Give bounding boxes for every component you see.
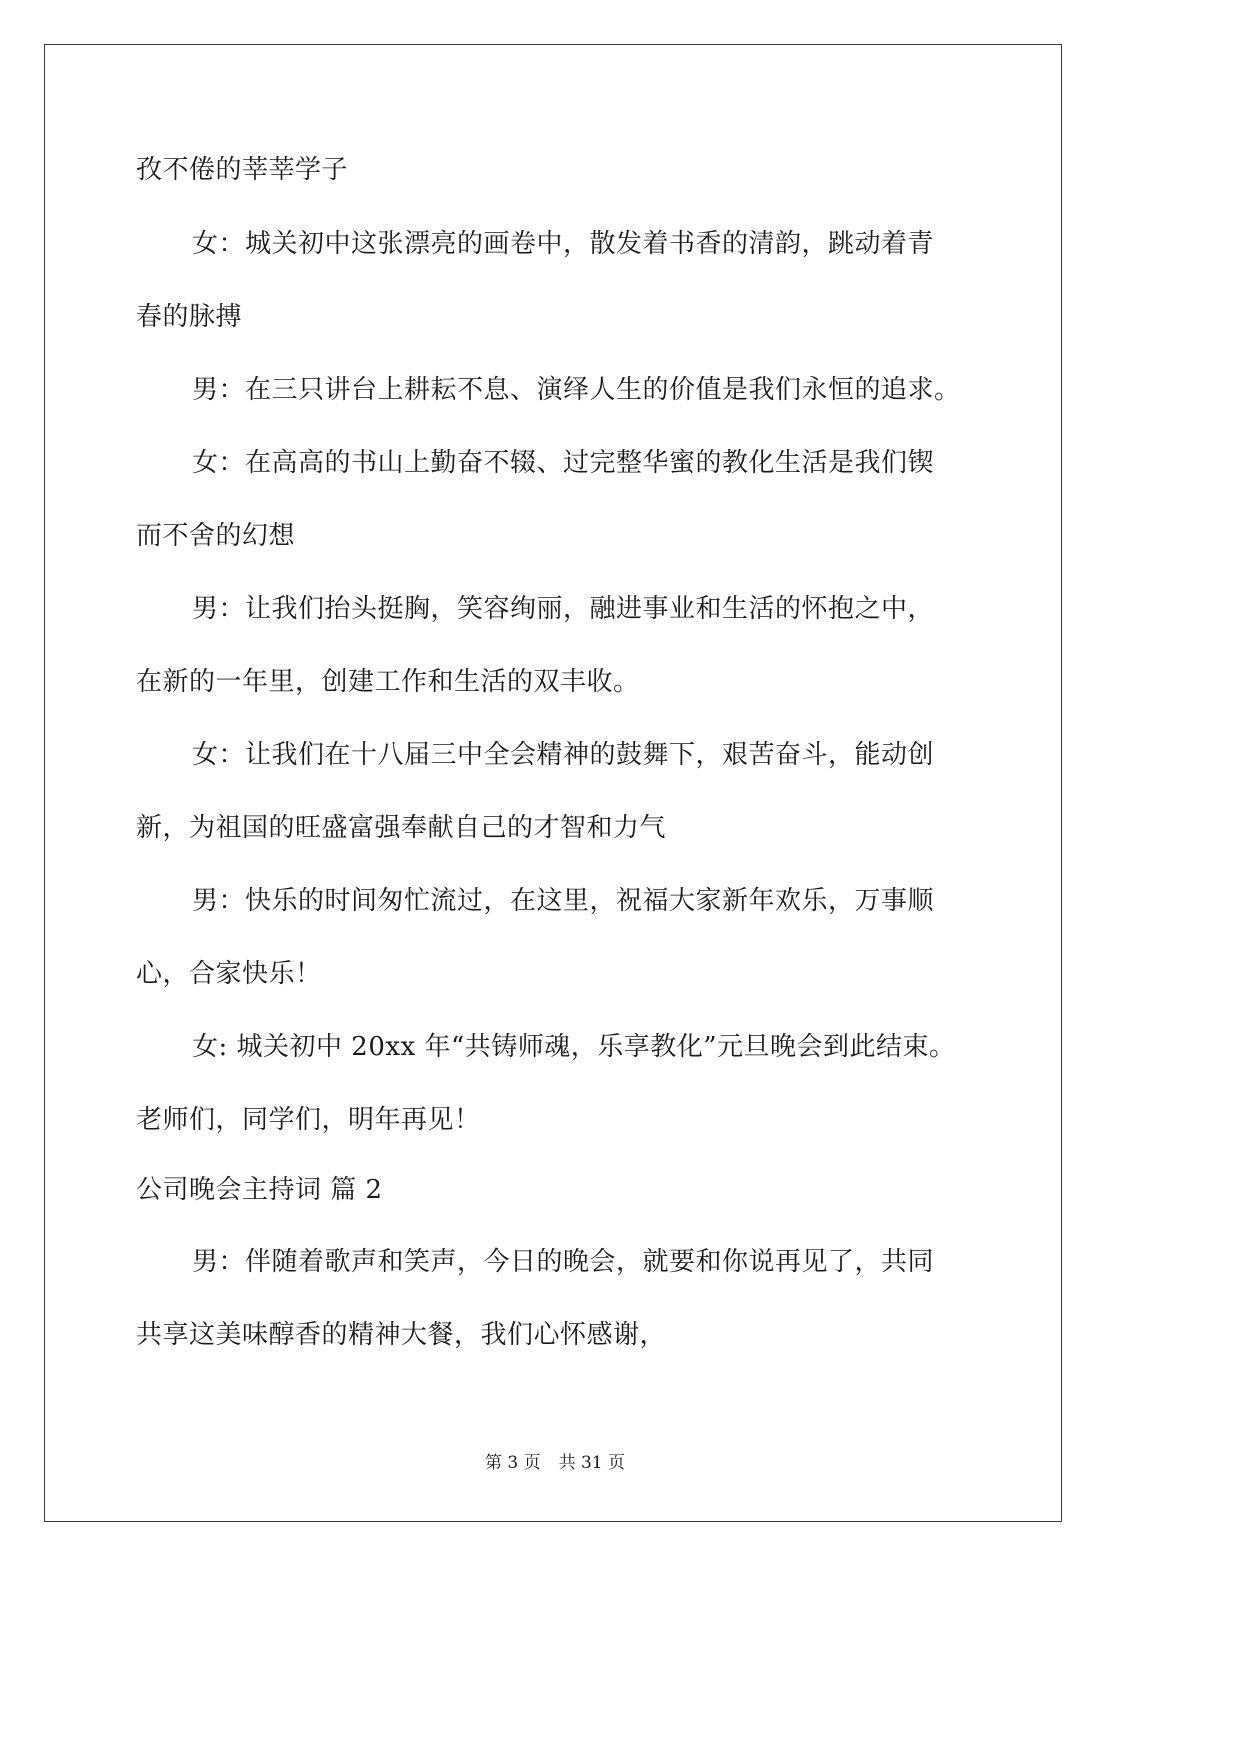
page-footer [0,1452,1110,1474]
page-number: 第 3 页 [484,1453,541,1473]
text-line: 女：城关初中这张漂亮的画卷中，散发着书香的清韵，跳动着青 [192,229,935,259]
page-total: 共 31 页 [558,1453,626,1473]
text-line: 心，合家快乐！ [136,959,322,989]
text-line: 女：让我们在十八届三中全会精神的鼓舞下，艰苦奋斗，能动创 [192,740,935,770]
text-line: 女: 城关初中 20xx 年“共铸师魂，乐享教化”元旦晚会到此结束。 [192,1032,956,1062]
text-line: 而不舍的幻想 [136,521,296,551]
text-line: 共享这美味醇香的精神大餐，我们心怀感谢， [136,1320,667,1350]
text-line: 老师们，同学们，明年再见！ [136,1105,481,1135]
text-line: 女：在高高的书山上勤奋不辍、过完整华蜜的教化生活是我们锲 [192,448,935,478]
text-line: 春的脉搏 [136,302,243,332]
text-line: 男：伴随着歌声和笑声，今日的晚会，就要和你说再见了，共同 [192,1247,935,1277]
text-line: 孜不倦的莘莘学子 [136,155,349,185]
text-line: 男：让我们抬头挺胸，笑容绚丽，融进事业和生活的怀抱之中， [192,594,935,624]
section-heading: 公司晚会主持词 篇 2 [136,1175,383,1205]
page-border [44,44,1062,1522]
text-line: 男：在三只讲台上耕耘不息、演绎人生的价值是我们永恒的追求。 [192,375,961,405]
text-line: 男：快乐的时间匆忙流过，在这里，祝福大家新年欢乐，万事顺 [192,886,935,916]
text-line: 在新的一年里，创建工作和生活的双丰收。 [136,667,640,697]
text-line: 新，为祖国的旺盛富强奉献自己的才智和力气 [136,813,667,843]
